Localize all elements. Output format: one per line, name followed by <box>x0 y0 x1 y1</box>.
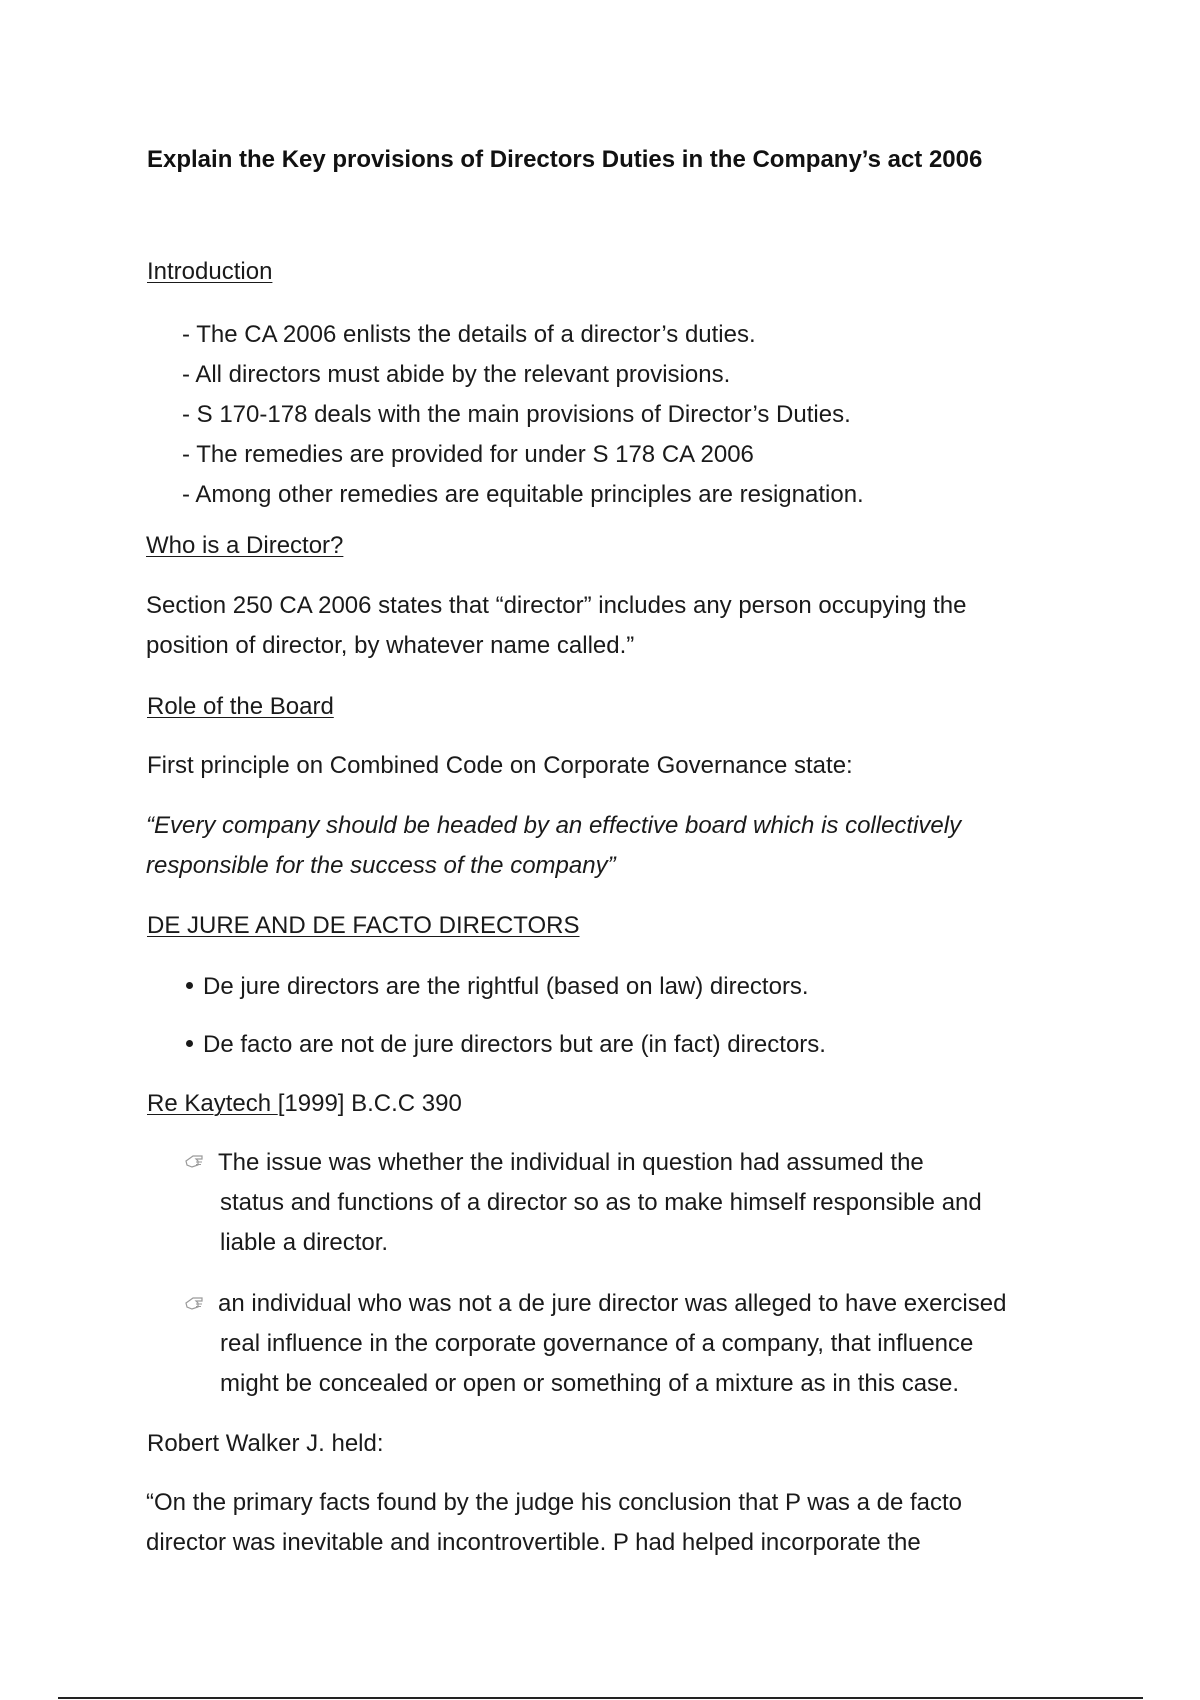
bullet-icon <box>186 982 193 989</box>
de-jure-de-facto-heading: DE JURE AND DE FACTO DIRECTORS <box>147 912 580 939</box>
held-intro: Robert Walker J. held: <box>147 1430 384 1457</box>
bullet-text: De facto are not de jure directors but are (in fact) directors. <box>203 1031 826 1058</box>
point-line: status and functions of a director so as to make himself responsible and <box>220 1189 982 1216</box>
bullet-item <box>186 1031 826 1059</box>
who-is-director-heading: Who is a Director? <box>146 532 344 559</box>
introduction-list <box>182 315 864 515</box>
case-reference: [1999] B.C.C 390 <box>277 1090 462 1117</box>
hand-pointer-icon <box>184 1294 206 1312</box>
page-bottom-rule <box>58 1697 1143 1699</box>
quote-line: responsible for the success of the company” <box>146 852 616 879</box>
point-line: might be concealed or open or something of a mixture as in this case. <box>220 1370 960 1397</box>
role-of-board-text: First principle on Combined Code on Corporate Governance state: <box>147 752 853 779</box>
case-name: Re Kaytech <box>147 1090 278 1117</box>
introduction-heading: Introduction <box>147 258 273 285</box>
quote-line: director was inevitable and incontrovertible. P had helped incorporate the <box>146 1529 921 1556</box>
board-quote <box>146 806 961 886</box>
bullet-text: De jure directors are the rightful (based on law) directors. <box>203 973 809 1000</box>
paragraph-line: Section 250 CA 2006 states that “director” includes any person occupying the <box>146 592 967 619</box>
role-of-board-heading: Role of the Board <box>147 693 334 720</box>
held-quote <box>146 1483 962 1563</box>
case-point <box>218 1143 982 1263</box>
list-item: - Among other remedies are equitable principles are resignation. <box>182 481 864 508</box>
document-title: Explain the Key provisions of Directors Duties in the Company’s act 2006 <box>147 146 983 173</box>
case-point <box>218 1284 1006 1404</box>
quote-line: “Every company should be headed by an effective board which is collectively <box>146 812 962 839</box>
list-item: - All directors must abide by the relevant provisions. <box>182 361 731 388</box>
quote-line: “On the primary facts found by the judge his conclusion that P was a de facto <box>146 1489 963 1516</box>
list-item: - S 170-178 deals with the main provisions of Director’s Duties. <box>182 401 851 428</box>
who-is-director-paragraph <box>146 586 967 666</box>
paragraph-line: position of director, by whatever name called.” <box>146 632 635 659</box>
case-citation <box>147 1090 462 1118</box>
hand-pointer-icon <box>184 1152 206 1170</box>
point-line: liable a director. <box>220 1229 389 1256</box>
list-item: - The remedies are provided for under S 178 CA 2006 <box>182 441 754 468</box>
list-item: - The CA 2006 enlists the details of a director’s duties. <box>182 321 756 348</box>
bullet-item <box>186 973 809 1001</box>
bullet-icon <box>186 1040 193 1047</box>
point-line: real influence in the corporate governance of a company, that influence <box>220 1330 974 1357</box>
point-line: The issue was whether the individual in question had assumed the <box>218 1149 924 1176</box>
point-line: an individual who was not a de jure director was alleged to have exercised <box>218 1290 1007 1317</box>
